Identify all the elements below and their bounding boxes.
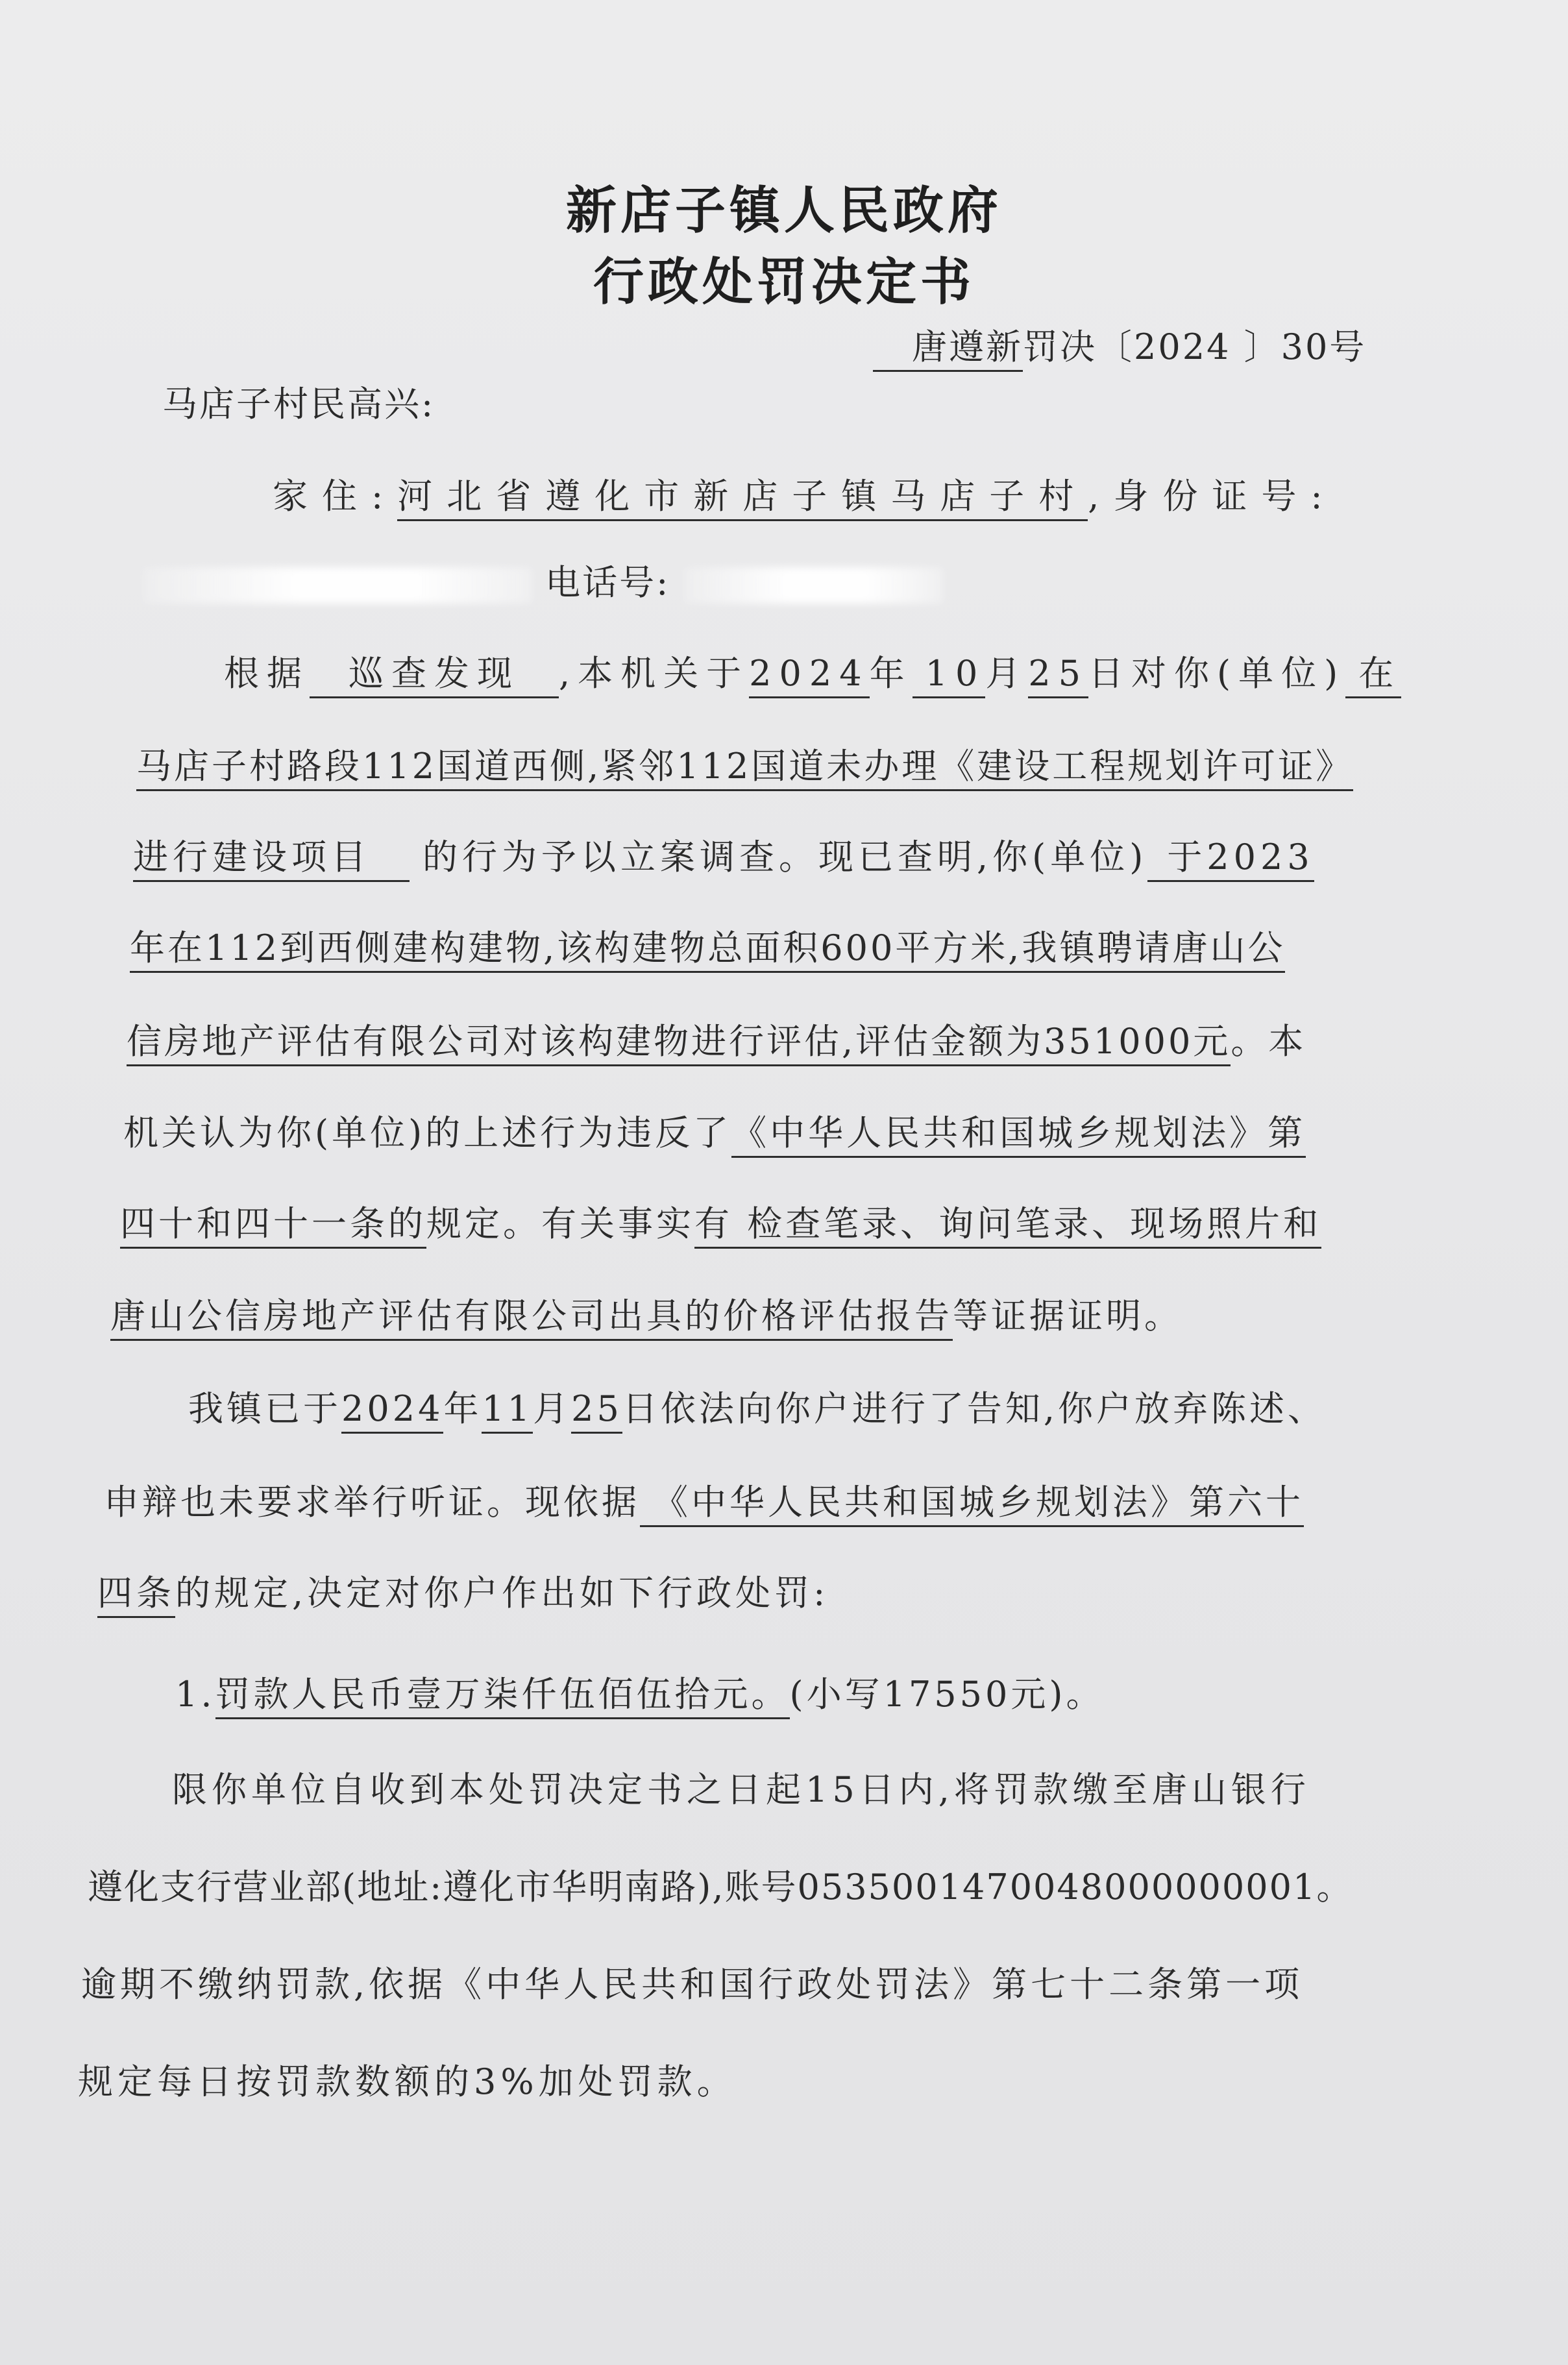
redacted-id-number: [143, 567, 532, 604]
text: 我镇已于: [188, 1388, 341, 1429]
discovery-method: 巡查发现: [310, 653, 559, 698]
finding-text: 年在112到西侧建构建物,该构建物总面积600平方米,我镇聘请唐山公: [130, 927, 1285, 973]
para3-line1: 限你单位自收到本处罚决定书之日起15日内,将罚款缴至唐山银行: [172, 1769, 1310, 1810]
para1-line3: [133, 829, 1314, 879]
document-number: [873, 319, 1366, 369]
contact-line: [143, 555, 943, 605]
id-number-label: ,身份证号:: [1088, 476, 1337, 517]
case-month: 10: [913, 653, 986, 698]
text: 。本: [1231, 1021, 1306, 1062]
home-address-line: [273, 469, 1337, 519]
text: 年: [869, 653, 913, 694]
text: 日依法向你户进行了告知,你户放弃陈述、: [622, 1388, 1327, 1429]
text: 年: [443, 1388, 482, 1429]
addressee: 马店子村民高兴:: [162, 384, 435, 424]
appraisal-text: 信房地产评估有限公司对该构建物进行评估,评估金额为351000元: [127, 1021, 1231, 1066]
notice-day: 25: [571, 1388, 622, 1434]
para1-line7: [120, 1196, 1321, 1246]
para1-line6: [123, 1105, 1306, 1155]
violation-type: 进行建设项目: [133, 837, 410, 882]
fine-amount-words: 罚款人民币壹万柒仟伍佰伍拾元。: [215, 1674, 790, 1719]
home-label: 家住:: [273, 476, 398, 517]
doc-number: 罚决〔2024 〕30号: [1023, 326, 1367, 367]
para2-line1: [188, 1381, 1326, 1431]
para2-line2: [104, 1475, 1304, 1525]
text: 日对你(单位): [1088, 653, 1346, 694]
issuer-title: 新店子镇人民政府: [565, 181, 1002, 240]
case-year: 2024: [749, 653, 869, 698]
evidence-report: 唐山公信房地产评估有限公司出具的价格评估报告: [110, 1295, 953, 1341]
finding-year: 于2023: [1147, 837, 1314, 882]
doc-prefix: 唐遵新: [873, 326, 1023, 372]
text: 机关认为你(单位)的上述行为违反了: [123, 1112, 732, 1153]
para1-line1: [224, 646, 1401, 696]
text: 月: [985, 653, 1029, 694]
penalty-law: 《中华人民共和国城乡规划法》第六十: [640, 1482, 1304, 1527]
para1-line5: [127, 1014, 1306, 1064]
para3-line4: 规定每日按罚款数额的3%加处罚款。: [78, 2061, 737, 2102]
phone-label: 电话号:: [545, 562, 670, 603]
text: 申辩也未要求举行听证。现依据: [104, 1482, 640, 1523]
case-day: 25: [1028, 653, 1088, 698]
notice-month: 11: [482, 1388, 533, 1434]
para3-line3: 逾期不缴纳罚款,依据《中华人民共和国行政处罚法》第七十二条第一项: [81, 1964, 1304, 2005]
penalty-article: 四条: [97, 1573, 175, 1618]
item-number: 1.: [175, 1674, 215, 1715]
notice-year: 2024: [341, 1388, 443, 1434]
para3-line2: 遵化支行营业部(地址:遵化市华明南路),账号0535001470048000000001。: [88, 1867, 1353, 1907]
document-title: 行政处罚决定书: [593, 252, 975, 312]
evidence-list: 有 检查笔录、询问笔录、现场照片和: [694, 1203, 1321, 1249]
redacted-phone-number: [683, 567, 943, 604]
fine-amount-figures: (小写17550元)。: [789, 1674, 1105, 1715]
penalty-item-1: [175, 1667, 1104, 1717]
violated-law: 《中华人民共和国城乡规划法》第: [731, 1112, 1306, 1158]
para1-line8: [110, 1288, 1182, 1338]
violation-location: 马店子村路段112国道西侧,紧邻112国道未办理《建设工程规划许可证》: [136, 746, 1353, 791]
text: 根据: [224, 653, 310, 694]
text: 的行为予以立案调查。现已查明,你(单位): [423, 837, 1148, 877]
violated-articles: 四十和四十一条的: [120, 1203, 426, 1249]
text: 的规定,决定对你户作出如下行政处罚:: [175, 1573, 829, 1613]
text: 等证据证明。: [953, 1295, 1182, 1336]
home-address: 河北省遵化市新店子镇马店子村: [397, 476, 1088, 521]
text: 在: [1345, 653, 1401, 698]
para2-line3: [97, 1565, 829, 1615]
para1-line4: [130, 920, 1285, 970]
para1-line2: [136, 739, 1353, 789]
text: 规定。有关事实: [426, 1203, 694, 1244]
text: 月: [533, 1388, 572, 1429]
text: ,本机关于: [559, 653, 750, 694]
